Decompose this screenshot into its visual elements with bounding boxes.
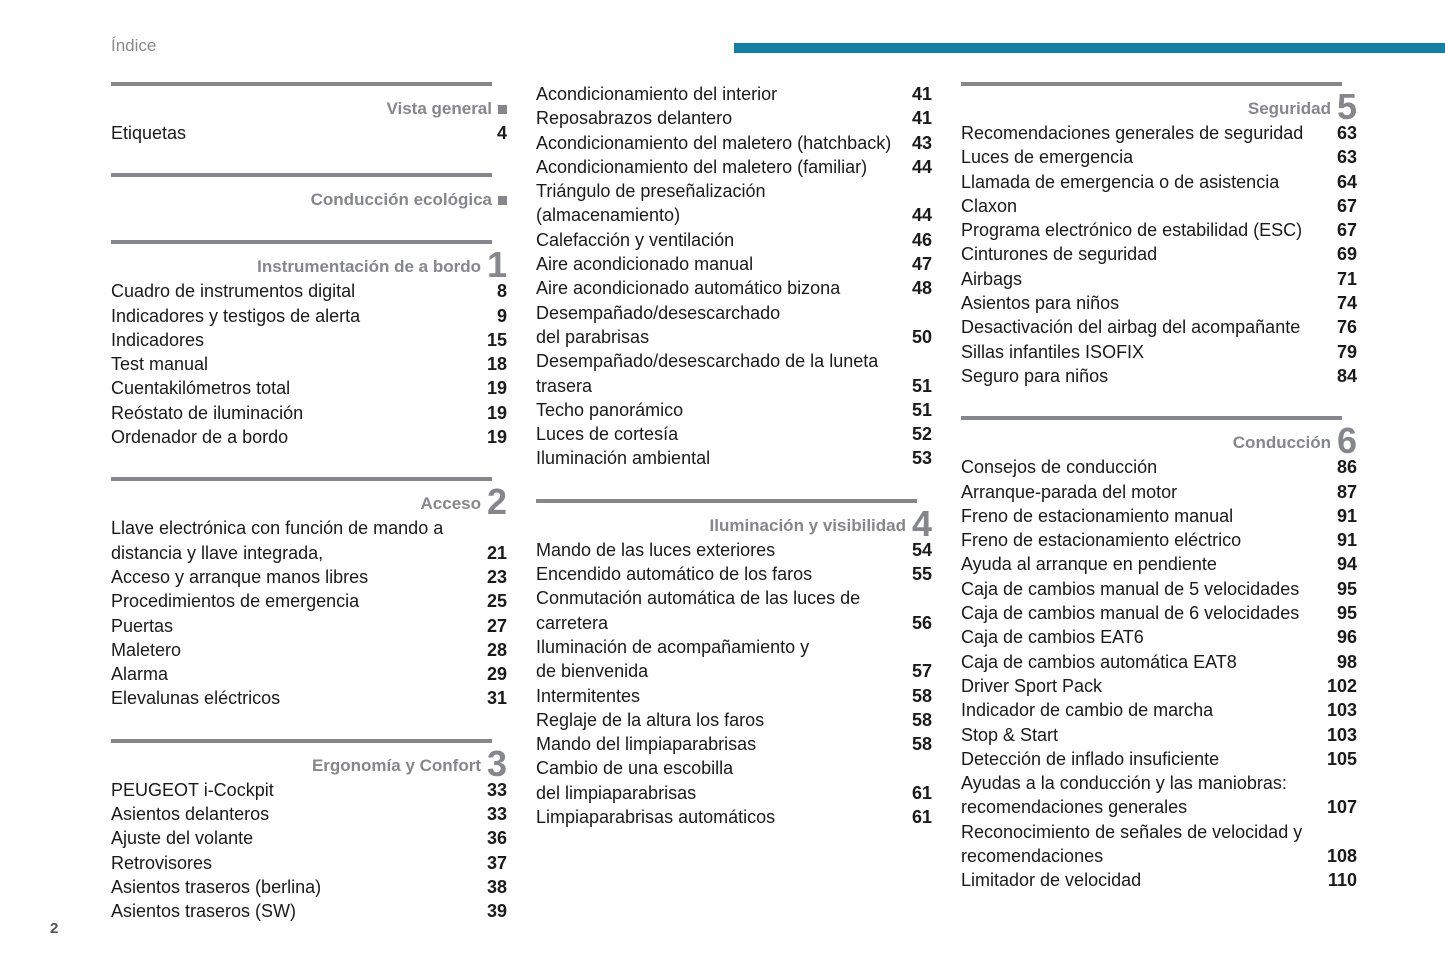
toc-entry[interactable]	[536, 155, 932, 179]
toc-entry-page: 58	[911, 734, 932, 755]
toc-entry-text: Llamada de emergencia o de asistencia	[961, 171, 1280, 192]
square-bullet-icon	[498, 196, 507, 205]
toc-entry-page: 38	[486, 876, 507, 897]
toc-entry[interactable]	[111, 662, 507, 686]
toc-entry[interactable]	[111, 328, 507, 352]
toc-entry[interactable]	[961, 170, 1357, 194]
toc-entry[interactable]	[111, 589, 507, 613]
toc-entry[interactable]	[111, 638, 507, 662]
toc-entry-page: 27	[486, 615, 507, 636]
toc-entry-page: 9	[496, 305, 507, 326]
section-divider	[111, 240, 492, 244]
toc-entry-text: Ajuste del volante	[111, 828, 254, 849]
toc-entry-text: Driver Sport Pack	[961, 675, 1103, 696]
toc-entry-page: 18	[486, 354, 507, 375]
toc-entry-page: 33	[486, 804, 507, 825]
toc-entry-text: Acondicionamiento del maletero (familiar)	[536, 156, 868, 177]
toc-entry-page: 63	[1336, 147, 1357, 168]
toc-entry[interactable]	[111, 851, 507, 875]
toc-entry-text: Ayuda al arranque en pendiente	[961, 554, 1217, 575]
toc-entry-text: Reconocimiento de señales de velocidad y	[961, 821, 1303, 842]
section-divider	[961, 82, 1342, 86]
toc-entry[interactable]	[961, 480, 1357, 504]
toc-entry-text: Luces de emergencia	[961, 147, 1134, 168]
toc-entry[interactable]	[961, 747, 1357, 771]
section-title: Vista general	[386, 99, 492, 118]
toc-entry-page: 74	[1336, 293, 1357, 314]
toc-entry-text: Acondicionamiento del interior	[536, 84, 778, 104]
toc-entry[interactable]	[111, 304, 507, 328]
toc-entry-page: 55	[911, 564, 932, 585]
toc-entry[interactable]	[961, 364, 1357, 388]
toc-entry-page: 95	[1336, 578, 1357, 599]
toc-entry-text: PEUGEOT i-Cockpit	[111, 779, 274, 800]
header-accent-bar	[734, 43, 1445, 53]
toc-entry-text: Conmutación automática de las luces de	[536, 588, 861, 609]
toc-entry-page: 63	[1336, 123, 1357, 143]
toc-entry-page: 94	[1336, 554, 1357, 575]
section-header	[111, 477, 507, 523]
toc-entry[interactable]	[111, 401, 507, 425]
toc-entry[interactable]	[111, 279, 507, 303]
toc-entry-page: 86	[1336, 457, 1357, 478]
toc-entry-page: 28	[486, 639, 507, 660]
toc-entry-page: 91	[1336, 530, 1357, 551]
toc-entry[interactable]	[536, 131, 932, 155]
toc-entry-page: 98	[1336, 651, 1357, 672]
section-title: Seguridad	[1247, 99, 1331, 118]
toc-entry[interactable]	[111, 376, 507, 400]
toc-entry-text: Asientos delanteros	[111, 804, 270, 825]
toc-entry[interactable]	[111, 614, 507, 638]
toc-entry-text: recomendaciones	[961, 846, 1104, 867]
toc-entry[interactable]	[961, 121, 1357, 145]
toc-entry-text: del limpiaparabrisas	[536, 782, 697, 803]
toc-entry[interactable]	[961, 868, 1357, 892]
toc-column-3	[961, 82, 1357, 893]
toc-entry-page: 8	[496, 281, 507, 302]
toc-entry-text: Cuentakilómetros total	[111, 378, 291, 399]
toc-entry-text: Reglaje de la altura los faros	[536, 709, 765, 730]
toc-entry-text: Mando de las luces exteriores	[536, 539, 776, 560]
toc-entry-text: Reposabrazos delantero	[536, 108, 733, 129]
toc-entry-page: 46	[911, 229, 932, 250]
toc-entry-page: 19	[486, 378, 507, 399]
toc-entry-page: 79	[1336, 341, 1357, 362]
toc-column-1	[111, 82, 507, 924]
toc-entry[interactable]	[536, 276, 932, 300]
toc-entry-page: 91	[1336, 505, 1357, 526]
section-divider	[111, 739, 492, 743]
section-number: 1	[486, 244, 507, 286]
toc-entry-page: 61	[911, 782, 932, 803]
section-title: Ergonomía y Confort	[311, 755, 481, 775]
section-header	[536, 499, 932, 544]
toc-entry[interactable]	[961, 601, 1357, 625]
section-gap	[111, 711, 507, 739]
toc-entry-page: 54	[911, 539, 932, 560]
toc-entry-page: 69	[1336, 244, 1357, 265]
toc-entry[interactable]	[536, 252, 932, 276]
toc-entry-text: trasera	[536, 375, 593, 396]
toc-entry-page: 71	[1336, 268, 1357, 289]
toc-entry-text: Sillas infantiles ISOFIX	[961, 341, 1145, 362]
toc-entry-page: 44	[911, 205, 932, 226]
toc-entry[interactable]	[536, 301, 932, 350]
toc-entry-text: Caja de cambios manual de 6 velocidades	[961, 603, 1300, 624]
toc-entry-page: 51	[911, 399, 932, 420]
toc-entry-page: 4	[496, 123, 507, 143]
toc-entry[interactable]	[536, 179, 932, 228]
toc-entry-text: Detección de inflado insuficiente	[961, 748, 1220, 769]
toc-entry[interactable]	[536, 805, 932, 829]
toc-entry[interactable]	[111, 565, 507, 589]
toc-entry-page: 108	[1326, 846, 1357, 867]
toc-entry[interactable]	[961, 455, 1357, 479]
toc-entry-text: Luces de cortesía	[536, 424, 679, 445]
toc-entry-text: Freno de estacionamiento manual	[961, 505, 1234, 526]
toc-entry-text: del parabrisas	[536, 326, 650, 347]
toc-entry-page: 39	[486, 901, 507, 922]
toc-entry-text: Recomendaciones generales de seguridad	[961, 123, 1304, 143]
toc-entry-text: Asientos traseros (berlina)	[111, 876, 322, 897]
toc-entry-page: 102	[1326, 675, 1357, 696]
toc-entry-page: 105	[1326, 748, 1357, 769]
toc-entry-page: 84	[1336, 365, 1357, 386]
toc-entry-page: 50	[911, 326, 932, 347]
toc-entry-page: 44	[911, 156, 932, 177]
toc-entry[interactable]	[536, 349, 932, 398]
toc-entry[interactable]	[961, 625, 1357, 649]
toc-entry-text: Indicadores y testigos de alerta	[111, 305, 361, 326]
toc-entry-page: 19	[486, 402, 507, 423]
toc-entry-page: 21	[486, 542, 507, 563]
toc-entry-page: 33	[486, 779, 507, 800]
toc-entry-text: Llave electrónica con función de mando a	[111, 518, 444, 539]
toc-entry-text: Elevalunas eléctricos	[111, 688, 281, 709]
toc-entry[interactable]	[111, 875, 507, 899]
toc-entry[interactable]	[961, 723, 1357, 747]
section-gap	[111, 212, 507, 240]
section-divider	[111, 477, 492, 481]
toc-entry-text: Acceso y arranque manos libres	[111, 566, 369, 587]
toc-entry[interactable]	[961, 291, 1357, 315]
toc-entry[interactable]	[961, 242, 1357, 266]
toc-entry-page: 58	[911, 685, 932, 706]
section-title: Acceso	[420, 494, 481, 514]
toc-entry[interactable]	[961, 267, 1357, 291]
toc-entry-text: Iluminación de acompañamiento y	[536, 636, 810, 657]
toc-entry-text: Asientos para niños	[961, 293, 1120, 314]
toc-entry-text: Indicador de cambio de marcha	[961, 700, 1214, 721]
section-number: 3	[486, 742, 507, 784]
toc-entry[interactable]	[961, 194, 1357, 218]
toc-entry[interactable]	[961, 771, 1357, 820]
toc-entry-text: distancia y llave integrada,	[111, 542, 324, 563]
toc-entry-text: Stop & Start	[961, 724, 1059, 745]
toc-entry-text: Aire acondicionado automático bizona	[536, 278, 841, 299]
toc-entry-page: 103	[1326, 700, 1357, 721]
toc-entry-text: Desactivación del airbag del acompañante	[961, 317, 1301, 338]
toc-entry-page: 110	[1327, 870, 1357, 891]
toc-entry[interactable]	[961, 650, 1357, 674]
toc-entry-page: 56	[911, 612, 932, 633]
toc-entry[interactable]	[536, 708, 932, 732]
toc-entry-text: Asientos traseros (SW)	[111, 901, 297, 922]
toc-column-2	[536, 82, 932, 829]
section-gap	[111, 449, 507, 477]
toc-entry[interactable]	[961, 218, 1357, 242]
section-number: 5	[1336, 86, 1357, 127]
section-header	[111, 82, 507, 121]
toc-entry-text: Etiquetas	[111, 123, 187, 143]
toc-entry-text: (almacenamiento)	[536, 205, 681, 226]
toc-entry[interactable]	[536, 422, 932, 446]
section-title: Instrumentación de a bordo	[257, 257, 481, 277]
toc-entry[interactable]	[111, 516, 507, 565]
section-header	[111, 739, 507, 784]
section-divider	[536, 499, 917, 503]
section-divider	[961, 416, 1342, 420]
toc-entry[interactable]	[536, 684, 932, 708]
toc-entry-page: 41	[911, 108, 932, 129]
toc-entry-page: 53	[911, 448, 932, 469]
toc-entry-text: Cambio de una escobilla	[536, 758, 734, 779]
toc-entry-page: 48	[911, 278, 932, 299]
toc-entry-text: Puertas	[111, 615, 174, 636]
toc-entry-page: 19	[486, 427, 507, 448]
toc-entry[interactable]	[536, 398, 932, 422]
toc-entry[interactable]	[536, 562, 932, 586]
toc-entry-text: Encendido automático de los faros	[536, 564, 813, 585]
toc-entry-text: Seguro para niños	[961, 365, 1109, 386]
toc-entry[interactable]	[536, 538, 932, 562]
toc-entry-text: Mando del limpiaparabrisas	[536, 734, 757, 755]
toc-entry-text: Caja de cambios automática EAT8	[961, 651, 1237, 672]
toc-entry-page: 67	[1336, 220, 1357, 241]
toc-entry-page: 103	[1326, 724, 1357, 745]
toc-entry[interactable]	[111, 826, 507, 850]
toc-entry-page: 57	[911, 661, 932, 682]
toc-entry-page: 15	[486, 329, 507, 350]
toc-entry-page: 64	[1336, 171, 1357, 192]
toc-entry-text: Reóstato de iluminación	[111, 402, 304, 423]
toc-entry-text: Aire acondicionado manual	[536, 254, 754, 275]
toc-entry[interactable]	[111, 352, 507, 376]
toc-entry-page: 43	[911, 132, 932, 153]
toc-entry-text: Desempañado/desescarchado de la luneta	[536, 351, 879, 372]
toc-entry[interactable]	[536, 586, 932, 635]
toc-entry-text: carretera	[536, 612, 609, 633]
section-header	[961, 416, 1357, 462]
section-title: Conducción ecológica	[310, 190, 492, 210]
toc-entry[interactable]	[111, 802, 507, 826]
section-gap	[961, 388, 1357, 416]
toc-entry[interactable]	[111, 425, 507, 449]
toc-entry-text: Techo panorámico	[536, 399, 684, 420]
toc-entry[interactable]	[536, 82, 932, 106]
toc-entry-page: 107	[1326, 797, 1357, 818]
toc-entry[interactable]	[111, 899, 507, 923]
toc-entry-page: 29	[486, 664, 507, 685]
toc-entry-page: 87	[1336, 481, 1357, 502]
toc-entry-page: 37	[486, 852, 507, 873]
toc-entry-text: de bienvenida	[536, 661, 649, 682]
toc-entry-text: Freno de estacionamiento eléctrico	[961, 530, 1242, 551]
toc-entry-text: Acondicionamiento del maletero (hatchback)	[536, 132, 892, 153]
section-divider	[111, 82, 492, 86]
toc-entry-page: 51	[911, 375, 932, 396]
toc-entry-text: Caja de cambios manual de 5 velocidades	[961, 578, 1300, 599]
toc-entry-page: 25	[486, 591, 507, 612]
toc-entry-page: 23	[486, 566, 507, 587]
toc-entry[interactable]	[961, 820, 1357, 869]
toc-entry[interactable]	[536, 756, 932, 805]
section-number: 2	[486, 481, 507, 523]
toc-entry-text: Iluminación ambiental	[536, 448, 711, 469]
section-title: Iluminación y visibilidad	[709, 515, 906, 535]
toc-entry-text: Consejos de conducción	[961, 457, 1158, 478]
section-gap	[111, 145, 507, 173]
page-header-title: Índice	[111, 36, 157, 55]
toc-entry-page: 76	[1336, 317, 1357, 338]
toc-entry[interactable]	[961, 528, 1357, 552]
toc-entry-text: Desempañado/desescarchado	[536, 302, 781, 323]
toc-entry-text: Caja de cambios EAT6	[961, 627, 1144, 648]
toc-entry-text: recomendaciones generales	[961, 797, 1188, 818]
toc-entry-text: Limpiaparabrisas automáticos	[536, 807, 776, 828]
toc-entry-text: Test manual	[111, 354, 209, 375]
toc-entry-page: 36	[486, 828, 507, 849]
section-number: 4	[911, 502, 932, 544]
toc-entry-page: 41	[911, 84, 932, 104]
toc-entry-text: Triángulo de preseñalización	[536, 181, 766, 202]
toc-entry-text: Claxon	[961, 195, 1018, 216]
toc-entry[interactable]	[536, 635, 932, 684]
toc-entry-text: Indicadores	[111, 329, 205, 350]
section-divider	[111, 173, 492, 177]
toc-entry[interactable]	[961, 698, 1357, 722]
toc-entry-page: 67	[1336, 195, 1357, 216]
toc-entry-text: Maletero	[111, 639, 182, 660]
toc-entry-text: Calefacción y ventilación	[536, 229, 735, 250]
toc-entry[interactable]	[961, 577, 1357, 601]
section-number: 6	[1336, 420, 1357, 462]
toc-entry[interactable]	[536, 732, 932, 756]
toc-entry-text: Arranque-parada del motor	[961, 481, 1178, 502]
toc-entry-page: 52	[911, 424, 932, 445]
toc-entry-text: Retrovisores	[111, 852, 213, 873]
toc-entry-page: 96	[1336, 627, 1357, 648]
toc-entry[interactable]	[961, 674, 1357, 698]
toc-entry[interactable]	[111, 686, 507, 710]
toc-entry[interactable]	[111, 121, 507, 145]
toc-entry-text: Intermitentes	[536, 685, 641, 706]
toc-entry[interactable]	[961, 504, 1357, 528]
toc-entry-page: 31	[486, 688, 507, 709]
toc-entry-text: Airbags	[961, 268, 1023, 289]
toc-entry-text: Ordenador de a bordo	[111, 427, 289, 448]
section-header	[111, 173, 507, 212]
toc-entry[interactable]	[536, 446, 932, 470]
toc-entry[interactable]	[961, 340, 1357, 364]
section-header	[961, 82, 1357, 127]
toc-entry-page: 47	[911, 254, 932, 275]
toc-entry-text: Alarma	[111, 664, 169, 685]
toc-entry-text: Cuadro de instrumentos digital	[111, 281, 356, 302]
toc-entry-text: Ayudas a la conducción y las maniobras:	[961, 773, 1287, 794]
square-bullet-icon	[498, 105, 507, 114]
toc-entry-text: Procedimientos de emergencia	[111, 591, 360, 612]
page-number: 2	[50, 920, 59, 937]
toc-entry-text: Cinturones de seguridad	[961, 244, 1158, 265]
toc-entry-text: Limitador de velocidad	[961, 870, 1142, 891]
toc-entry-page: 61	[911, 807, 932, 828]
toc-entry-page: 58	[911, 709, 932, 730]
toc-entry[interactable]	[961, 552, 1357, 576]
toc-entry-page: 95	[1336, 603, 1357, 624]
toc-entry[interactable]	[111, 778, 507, 802]
toc-entry[interactable]	[536, 228, 932, 252]
toc-entry[interactable]	[961, 315, 1357, 339]
toc-entry-text: Programa electrónico de estabilidad (ESC)	[961, 220, 1303, 241]
toc-entry[interactable]	[536, 106, 932, 130]
toc-entry[interactable]	[961, 145, 1357, 169]
section-header	[111, 240, 507, 286]
section-gap	[536, 471, 932, 499]
section-title: Conducción	[1232, 433, 1331, 453]
